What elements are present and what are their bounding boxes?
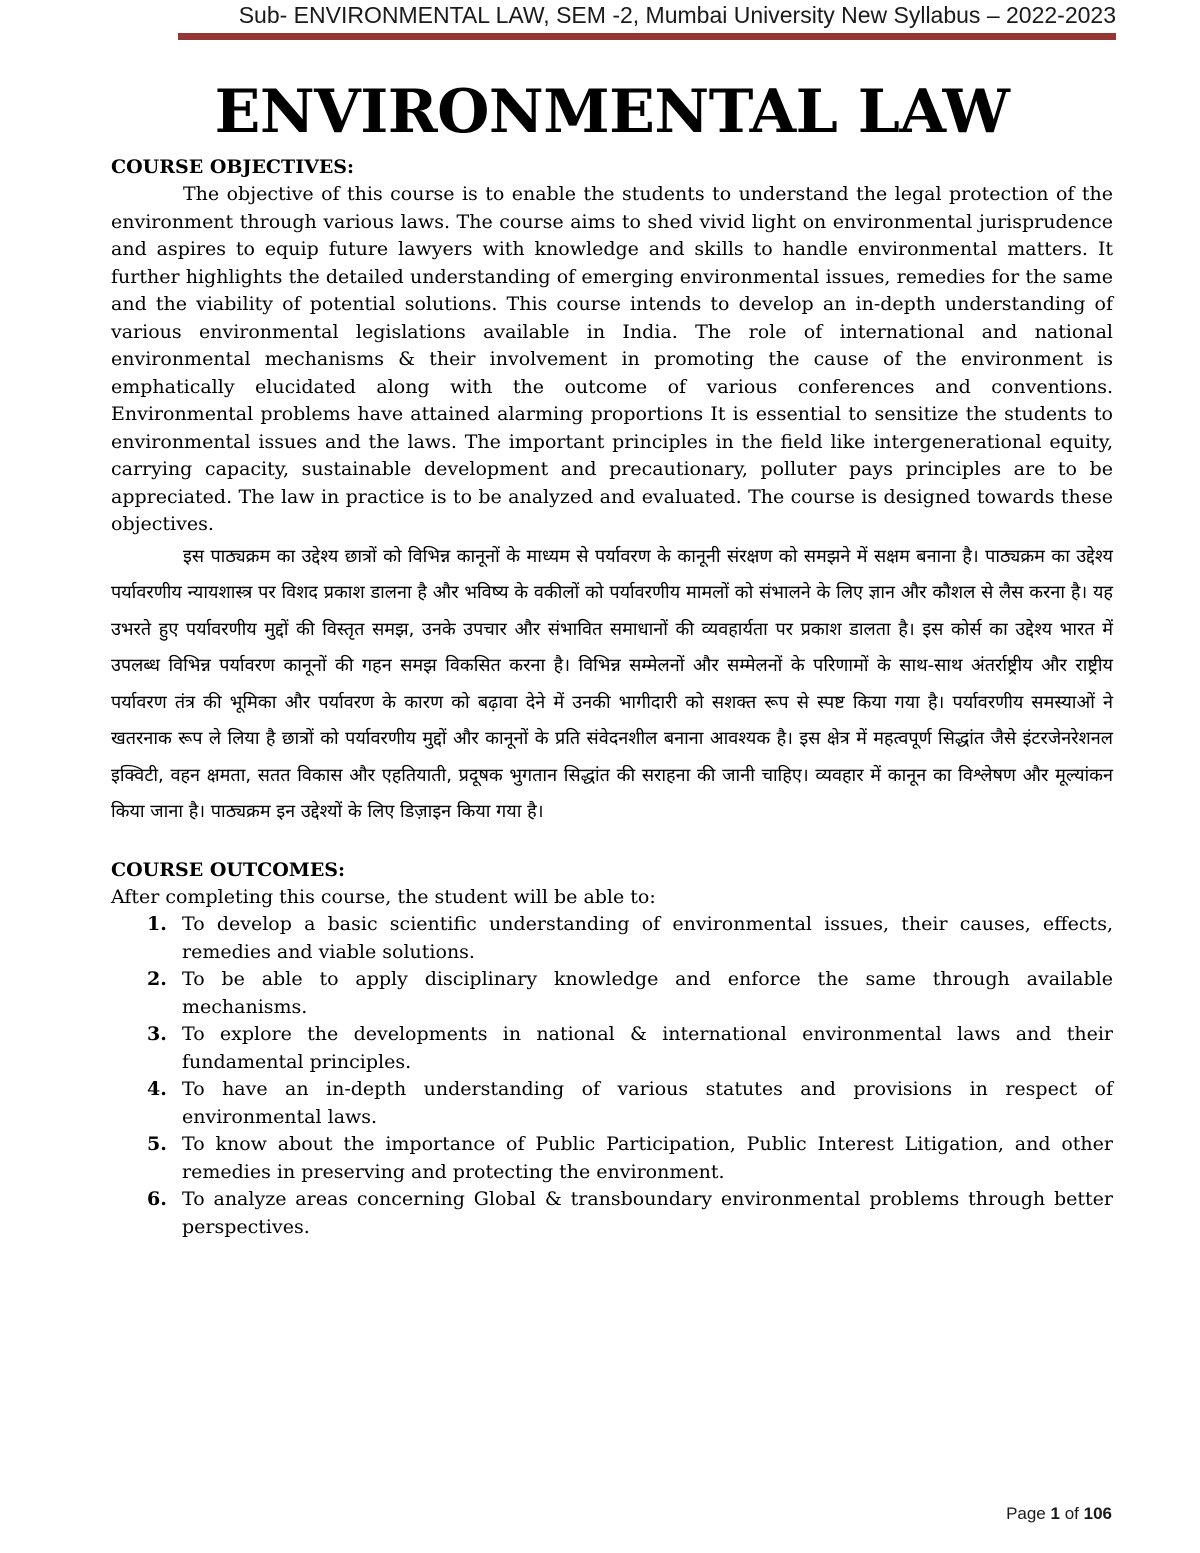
document-title: ENVIRONMENTAL LAW [214, 77, 1010, 147]
outcome-number: 5. [147, 1133, 167, 1155]
outcome-text: To develop a basic scientific understanding of environmental issues, their causes, effects, remedies and viable solutions. [182, 913, 1113, 963]
outcome-number: 1. [147, 913, 167, 935]
outcomes-intro: After completing this course, the student will be able to: [111, 885, 656, 908]
of-word: of [1064, 1504, 1079, 1523]
outcome-item [111, 1131, 1113, 1186]
outcome-item [111, 1076, 1113, 1131]
course-objectives-heading: COURSE OBJECTIVES: [111, 156, 355, 178]
outcome-number: 3. [147, 1023, 167, 1045]
outcome-item [111, 1021, 1113, 1076]
outcome-number: 4. [147, 1078, 167, 1100]
outcome-text: To have an in-depth understanding of various statutes and provisions in respect of environmental laws. [182, 1078, 1113, 1128]
outcome-text: To explore the developments in national & international environmental laws and their fundamental principles. [182, 1023, 1113, 1073]
outcome-text: To know about the importance of Public Participation, Public Interest Litigation, and other remedies in preserving and protecting the environment. [182, 1133, 1113, 1183]
outcome-text: To analyze areas concerning Global & transboundary environmental problems through better perspectives. [182, 1188, 1113, 1238]
outcome-number: 2. [147, 968, 167, 990]
page-footer [1006, 1504, 1112, 1524]
objectives-hindi-paragraph: इस पाठ्यक्रम का उद्देश्य छात्रों को विभिन्न कानूनों के माध्यम से पर्यावरण के कानूनी संरक्षण को समझने में सक्षम बनाना है। पाठ्यक्रम का उद्देश्य पर्यावरणीय न्यायशास्त्र पर विशद प्रकाश डालना है और भविष्य के वकीलों को पर्यावरणीय मामलों को संभालने के लिए ज्ञान और कौशल से लैस करना है। यह उभरते हुए पर्यावरणीय मुद्दों की विस्तृत समझ, उनके उपचार और संभावित समाधानों की व्यवहार्यता पर प्रकाश डालता है। इस कोर्स का उद्देश्य भारत में उपलब्ध विभिन्न पर्यावरण कानूनों की गहन समझ विकसित करना है। विभिन्न सम्मेलनों और सम्मेलनों के परिणामों के साथ-साथ अंतर्राष्ट्रीय और राष्ट्रीय पर्यावरण तंत्र की भूमिका और पर्यावरण के कारण को बढ़ावा देने में उनकी भागीदारी को सशक्त रूप से स्पष्ट किया गया है। पर्यावरणीय समस्याओं ने खतरनाक रूप ले लिया है छात्रों को पर्यावरणीय मुद्दों और कानूनों के प्रति संवेदनशील बनाना आवश्यक है। इस क्षेत्र में महत्वपूर्ण सिद्धांत जैसे इंटरजेनरेशनल इक्विटी, वहन क्षमता, सतत विकास और एहतियाती, प्रदूषक भुगतान सिद्धांत की सराहना की जानी चाहिए। व्यवहार में कानून का विश्लेषण और मूल्यांकन किया जाना है। पाठ्यक्रम इन उद्देश्यों के लिए डिज़ाइन किया गया है। [111, 545, 1113, 822]
header-divider [178, 33, 1116, 40]
course-outcomes-section [111, 857, 1113, 1242]
outcome-item [111, 1186, 1113, 1241]
outcome-item [111, 966, 1113, 1021]
course-outcomes-heading: COURSE OUTCOMES: [111, 858, 346, 881]
outcome-text: To be able to apply disciplinary knowledge and enforce the same through available mechanisms. [182, 968, 1113, 1018]
objectives-english-paragraph: The objective of this course is to enable the students to understand the legal protection of the environment through various laws. The course aims to shed vivid light on environmental jurisprudence and aspires to equip future lawyers with knowledge and skills to handle environmental matters. It further highlights the detailed understanding of emerging environmental issues, remedies for the same and the viability of potential solutions. This course intends to develop an in-depth understanding of various environmental legislations available in India. The role of international and national environmental mechanisms & their involvement in promoting the cause of the environment is emphatically elucidated along with the outcome of various conferences and conventions. Environmental problems have attained alarming proportions It is essential to sensitize the students to environmental issues and the laws. The important principles in the field like intergenerational equity, carrying capacity, sustainable development and precautionary, polluter pays principles are to be appreciated. The law in practice is to be analyzed and evaluated. The course is designed towards these objectives. [111, 183, 1113, 535]
page-content [111, 70, 1113, 1241]
outcomes-list [111, 911, 1113, 1241]
page-header: Sub- ENVIRONMENTAL LAW, SEM -2, Mumbai University New Syllabus – 2022-2023 [238, 2, 1116, 28]
outcome-item [111, 911, 1113, 966]
course-objectives-section [111, 154, 1113, 831]
total-pages: 106 [1083, 1504, 1112, 1523]
outcome-number: 6. [147, 1188, 167, 1210]
page-word: Page [1006, 1504, 1046, 1523]
page-number: 1 [1050, 1504, 1060, 1523]
